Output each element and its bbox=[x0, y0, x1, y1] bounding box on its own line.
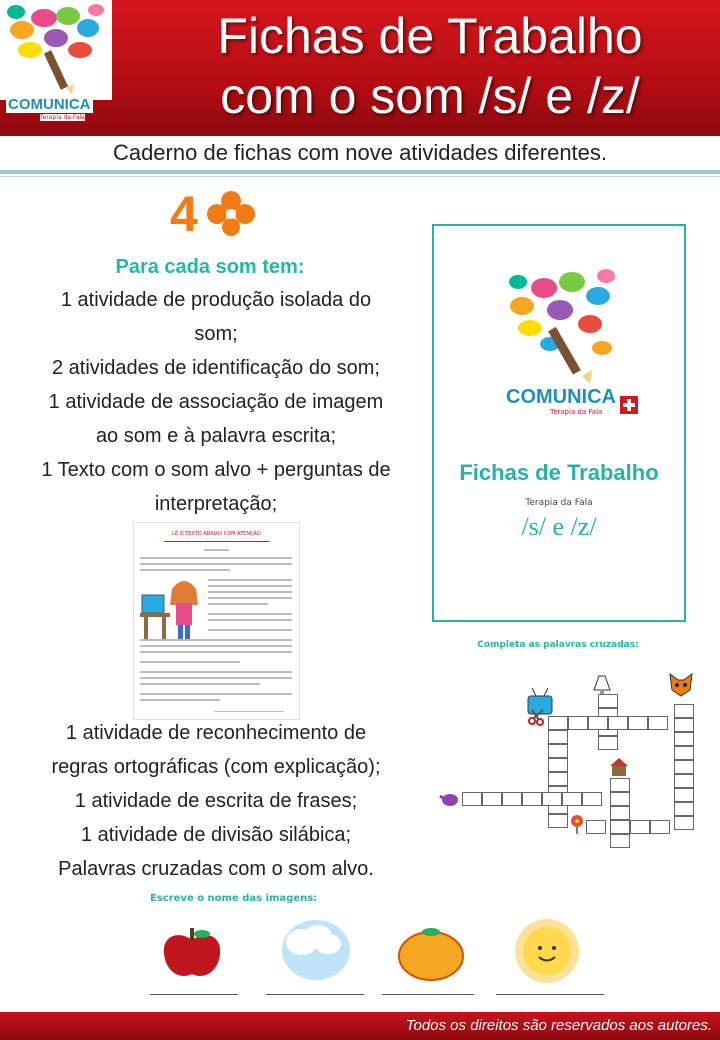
booklet-cover bbox=[432, 224, 686, 622]
crossword-grid bbox=[430, 660, 710, 870]
copyright-notice: Todos os direitos são reservados aos autores. bbox=[405, 1017, 712, 1034]
text-preview-thumbnail bbox=[133, 522, 300, 720]
fox-icon bbox=[666, 670, 696, 698]
watering-can-icon bbox=[438, 790, 462, 808]
tree-logo-icon bbox=[502, 266, 622, 386]
apple-icon bbox=[160, 926, 224, 982]
activities-list-top bbox=[0, 283, 432, 521]
list-item: 1 atividade de reconhecimento de bbox=[65, 722, 367, 744]
answer-line[interactable] bbox=[266, 994, 364, 995]
section-heading: Para cada som tem: bbox=[115, 256, 305, 278]
girl-at-computer-icon bbox=[140, 575, 202, 645]
divider-thin bbox=[0, 176, 720, 177]
title-line-2: com o som /s/ e /z/ bbox=[220, 68, 640, 124]
list-item: 1 Texto com o som alvo + perguntas de bbox=[41, 459, 391, 481]
list-item: 2 atividades de identificação do som; bbox=[52, 357, 380, 379]
cover-subtitle: Terapia da Fala bbox=[525, 498, 593, 508]
cover-logo-tagline: Terapia da Fala bbox=[550, 408, 603, 416]
plus-icon bbox=[620, 396, 638, 414]
list-item: Palavras cruzadas com o som alvo. bbox=[58, 858, 374, 880]
list-item: interpretação; bbox=[154, 493, 278, 515]
cover-sounds: /s/ e /z/ bbox=[521, 512, 597, 541]
age-number: 4 bbox=[170, 186, 198, 242]
orange-fruit-icon bbox=[394, 924, 468, 982]
house-icon bbox=[608, 756, 630, 778]
logo-tagline: Terapia da Fala bbox=[40, 114, 85, 121]
list-item: 1 atividade de associação de imagem bbox=[48, 391, 384, 413]
images-exercise-title: Escreve o nome das imagens: bbox=[150, 893, 318, 904]
list-item: som; bbox=[194, 323, 238, 345]
lamp-icon bbox=[588, 672, 616, 696]
page-title bbox=[150, 6, 710, 126]
cover-logo-wordmark: COMUNICA bbox=[506, 386, 616, 408]
flower-icon bbox=[568, 814, 586, 834]
subtitle: Caderno de fichas com nove atividades diferentes. bbox=[112, 140, 608, 165]
clover-icon bbox=[206, 190, 256, 236]
list-item: 1 atividade de divisão silábica; bbox=[80, 824, 352, 846]
answer-line[interactable] bbox=[382, 994, 474, 995]
list-item: 1 atividade de escrita de frases; bbox=[74, 790, 358, 812]
divider bbox=[0, 170, 720, 174]
thumbnail-title: LÊ O TEXTO ABAIXO COM ATENÇÃO bbox=[172, 531, 261, 537]
cover-title: Fichas de Trabalho bbox=[459, 460, 659, 485]
scissors-icon bbox=[528, 708, 546, 726]
footer-banner bbox=[0, 1012, 720, 1040]
answer-line[interactable] bbox=[496, 994, 604, 995]
crossword-title: Completa as palavras cruzadas: bbox=[477, 640, 639, 650]
tree-logo-icon bbox=[0, 0, 112, 100]
comunica-logo bbox=[0, 0, 112, 130]
logo-wordmark: COMUNICA bbox=[8, 96, 91, 113]
activities-list-bottom bbox=[0, 716, 432, 886]
cloud-icon bbox=[278, 914, 354, 984]
list-item: regras ortográficas (com explicação); bbox=[51, 756, 381, 778]
answer-line[interactable] bbox=[150, 994, 238, 995]
list-item: 1 atividade de produção isolada do bbox=[60, 289, 372, 311]
sun-icon bbox=[512, 918, 582, 984]
list-item: ao som e à palavra escrita; bbox=[95, 425, 337, 447]
title-line-1: Fichas de Trabalho bbox=[217, 8, 643, 64]
header-banner bbox=[0, 0, 720, 136]
